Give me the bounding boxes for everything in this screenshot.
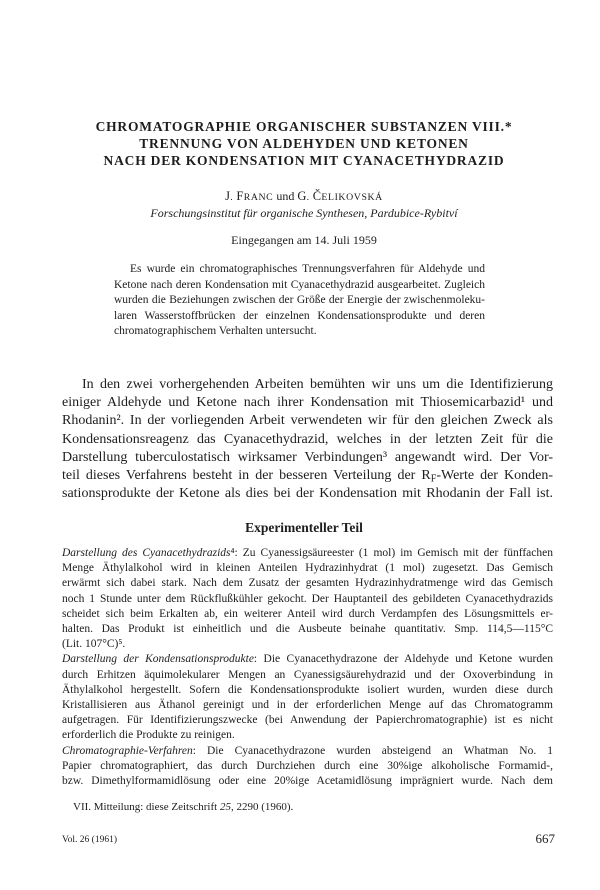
line-text: halten. Das Produkt ist einheitlich und die Ausbeute beinahe quantitativ. Smp. 114,5—115°C [62, 623, 553, 636]
footnote-line [73, 800, 553, 814]
author-conjunction: und [276, 189, 295, 203]
line-text: Darstellung tuberculostatisch wirksamer Verbindungen³ angewandt wird. Der Vor- [62, 449, 553, 465]
line-text: aufgetragen. Für Identifizierungszwecke (bei Anwendung der Papierchromatographie) ist es nicht [62, 714, 553, 727]
line-text: chromatographischem Verhalten untersucht. [114, 325, 317, 338]
title-line: CHROMATOGRAPHIE ORGANISCHER SUBSTANZEN VIII.* [95, 119, 513, 134]
article-title [8, 118, 600, 169]
body-line [62, 607, 553, 622]
body-line [62, 412, 553, 430]
body-line [62, 394, 553, 412]
body-line [62, 467, 553, 485]
line-text: Papier chromatographiert, das durch Durchziehen durch eine 30%ige alkoholische Formamid-, [62, 759, 553, 772]
line-text: noch 1 Stunde unter dem Rückflußkühler gekocht. Der Hauptanteil des gebildeten Cyanacethydrazids [62, 592, 553, 605]
experimental-paragraph [62, 744, 553, 790]
line-text: bzw. Dimethylformamidlösung oder eine 20%ige Acetamidlösung imprägniert wurde. Nach dem [62, 775, 553, 788]
abstract-line [114, 309, 485, 325]
experimental-paragraph [62, 652, 553, 743]
body-line [62, 376, 553, 394]
body-line [62, 576, 553, 591]
received-date: Eingegangen am 14. Juli 1959 [231, 233, 377, 247]
body-line [62, 759, 553, 774]
initial-capital: Č [312, 189, 322, 203]
abstract-line [114, 324, 485, 340]
body-line [62, 728, 553, 743]
line-text: (Lit. 107°C)⁵. [62, 638, 126, 651]
experimental-section [62, 546, 553, 789]
body-line [62, 698, 553, 713]
abstract-line [114, 278, 485, 294]
body-line [62, 683, 553, 698]
footnote [73, 800, 553, 814]
body-line [62, 744, 553, 759]
section-heading: Experimenteller Teil [245, 520, 363, 535]
italic-text: Chromatographie-Verfahren [62, 744, 193, 757]
line-text: erwärmt sich dabei stark. Nach dem Zusatz der gesamten Hydrazinhydratmenge wird das Gemisch [62, 577, 553, 590]
body-line [62, 561, 553, 576]
author-name: J. FRANC [225, 189, 274, 203]
line-text: In den zwei vorhergehenden Arbeiten bemühten wir uns um die Identifizierung [82, 377, 553, 392]
initial-capital: J [225, 189, 231, 203]
body-line [62, 546, 553, 561]
italic-text: Darstellung der Kondensationsprodukte [62, 653, 254, 666]
title-line: TRENNUNG VON ALDEHYDEN UND KETONEN [139, 136, 469, 151]
body-line [62, 622, 553, 637]
page-number: 667 [535, 831, 555, 846]
line-text: erforderlich die Produkte zu reinigen. [62, 729, 235, 742]
line-text: : Die Cyanacethydrazone der Aldehyde und Ketone wurden [253, 653, 553, 666]
author-line [8, 188, 600, 206]
line-text: scheidet sich beim Erkalten ab, ein weiterer Anteil wird durch Verdampfen des Lösungsmittels er- [62, 607, 553, 620]
italic-text: 25 [219, 801, 231, 813]
line-text: Kristallisieren aus Äthanol gereinigt und in der erforderlichen Menge auf das Chromatogramm [62, 699, 553, 712]
title-line: NACH DER KONDENSATION MIT CYANACETHYDRAZID [103, 153, 505, 168]
affiliation: Forschungsinstitut für organische Synthesen, Pardubice-Rybitví [150, 206, 458, 220]
abstract-line [114, 262, 485, 278]
body-line [62, 485, 553, 503]
line-text: durch Erhitzen äquimolekularer Mengen an Cyanessigsäurehydrazid und der Oxoverbindung in [62, 668, 553, 681]
line-text: , 2290 (1960). [230, 801, 294, 813]
line-text: einiger Aldehyde und Ketone nach ihrer Kondensation mit Thiosemicarbazid¹ und [62, 395, 553, 411]
line-text: -Werte der Konden- [436, 468, 553, 484]
body-line [62, 652, 553, 667]
line-text: Rhodanin². In der vorliegenden Arbeit verwendeten wir für den gleichen Zweck als [62, 413, 553, 429]
subscript: F [430, 473, 437, 485]
author-name: G. ČELIKOVSKÁ [297, 189, 383, 203]
line-text: Äthylalkohol hergestellt. Sofern die Kondensationsprodukte isoliert wurden, wurden diese durch [62, 683, 553, 696]
line-text: Kondensationsreagenz das Cyanacethydrazid, welches in der letzten Zeit für die [62, 431, 553, 447]
line-text: wurden die Beziehungen zwischen der Größe der Energie der zwischenmoleku- [114, 294, 485, 307]
line-text: Es wurde ein chromatographisches Trennungsverfahren für Aldehyde und [130, 263, 485, 275]
italic-text: Darstellung des Cyanacethydrazids [62, 547, 231, 559]
initial-capital: F [236, 189, 244, 203]
line-text: teil dieses Verfahrens besteht in der besseren Verteilung der R [62, 468, 431, 484]
line-text: laren Wasserstoffbrücken der einzelnen Kondensationsprodukte und deren [114, 309, 485, 322]
line-text: : Die Cyanacethydrazone wurden absteigend an Whatman No. 1 [192, 744, 553, 757]
body-line [62, 449, 553, 467]
body-line [62, 668, 553, 683]
initial-capital: G [297, 189, 307, 203]
body-line [62, 713, 553, 728]
body-line [62, 774, 553, 789]
body-line [62, 637, 553, 652]
abstract-line [114, 293, 485, 309]
line-text: ⁴: Zu Cyanessigsäureester (1 mol) im Gemisch mit der fünffachen [230, 547, 553, 559]
body-line [62, 431, 553, 449]
line-text: sationsprodukte der Ketone als dies bei der Kondensation mit Rhodanin der Fall ist. [62, 486, 553, 502]
footer-journal-info: Vol. 26 (1961) [62, 835, 117, 845]
line-text: Menge Äthylalkohol wird in kleinen Anteilen Hydrazinhydrat (1 mol) zugesetzt. Das Gemisch [62, 562, 553, 575]
line-text: VII. Mitteilung: diese Zeitschrift [73, 801, 220, 813]
experimental-paragraph [62, 546, 553, 652]
abstract [114, 262, 485, 340]
introduction-paragraph [62, 376, 553, 503]
body-line [62, 592, 553, 607]
line-text: Ketone nach deren Kondensation mit Cyanacethydrazid ausgearbeitet. Zugleich [114, 278, 485, 291]
